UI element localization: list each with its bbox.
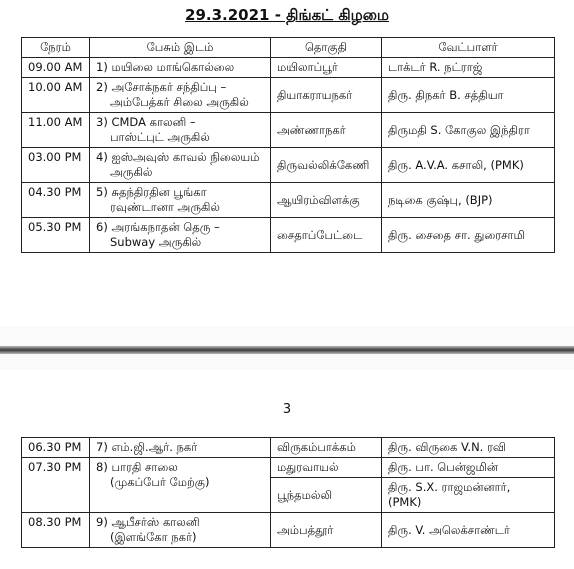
page-title: 29.3.2021 - திங்கட் கிழமை bbox=[185, 6, 389, 24]
candidate-cell: நடிகை குஷ்பு, (BJP) bbox=[382, 183, 555, 218]
place-line: அருகில் bbox=[110, 165, 153, 179]
constituency-cell: அம்பத்தூர் bbox=[271, 513, 382, 548]
place-cell bbox=[90, 78, 271, 113]
place-line: ரவுண்டானா அருகில் bbox=[110, 200, 220, 214]
place-line: அம்பேத்கர் சிலை அருகில் bbox=[110, 95, 249, 109]
place-line: பாஸ்ட்புட் அருகில் bbox=[110, 130, 210, 144]
time-cell: 04.30 PM bbox=[22, 183, 90, 218]
constituency-cell: மயிலாப்பூர் bbox=[271, 58, 382, 78]
table-row bbox=[22, 438, 555, 458]
constituency-cell: ஆயிரம்விளக்கு bbox=[271, 183, 382, 218]
constituency-cell: மதுரவாயல் bbox=[271, 458, 382, 478]
constituency-cell: பூந்தமல்லி bbox=[271, 478, 382, 513]
schedule-table-top bbox=[21, 37, 555, 253]
time-cell: 06.30 PM bbox=[22, 438, 90, 458]
place-cell bbox=[90, 113, 271, 148]
candidate-cell: திரு. விருகை V.N. ரவி bbox=[382, 438, 555, 458]
time-cell: 08.30 PM bbox=[22, 513, 90, 548]
place-line: 6) அரங்கநாதன் தெரு – bbox=[96, 220, 220, 234]
candidate-line: (PMK) bbox=[388, 495, 422, 509]
place-line: 2) அசோக்நகர் சந்திப்பு – bbox=[96, 80, 227, 94]
table-row bbox=[22, 78, 555, 113]
time-cell: 05.30 PM bbox=[22, 218, 90, 253]
table-row bbox=[22, 183, 555, 218]
constituency-cell: தியாகராயநகர் bbox=[271, 78, 382, 113]
table-row bbox=[22, 58, 555, 78]
place-line: 5) சுதந்திரதின பூங்கா bbox=[96, 185, 207, 199]
constituency-cell: விருகம்பாக்கம் bbox=[271, 438, 382, 458]
place-line: (முகப்பேர் மேற்கு) bbox=[110, 475, 210, 489]
constituency-cell: சைதாப்பேட்டை bbox=[271, 218, 382, 253]
candidate-cell: திரு. பா. பென்ஜமின் bbox=[382, 458, 555, 478]
place-line: 9) ஆபீசர்ஸ் காலனி bbox=[96, 515, 200, 529]
place-cell bbox=[90, 183, 271, 218]
place-cell bbox=[90, 513, 271, 548]
candidate-cell: திரு. A.V.A. கசாலி, (PMK) bbox=[382, 148, 555, 183]
time-cell: 07.30 PM bbox=[22, 458, 90, 513]
page-number: 3 bbox=[282, 402, 292, 417]
place-line: (இளங்கோ நகர்) bbox=[110, 530, 197, 544]
header-constituency: தொகுதி bbox=[271, 38, 382, 58]
place-line: Subway அருகில் bbox=[110, 235, 202, 249]
time-cell: 11.00 AM bbox=[22, 113, 90, 148]
place-line: 4) ஐஸ்அவுஸ் காவல் நிலையம் bbox=[96, 150, 260, 164]
candidate-cell bbox=[382, 478, 555, 513]
header-time: நேரம் bbox=[22, 38, 90, 58]
constituency-cell: திருவல்லிக்கேணி bbox=[271, 148, 382, 183]
place-line: 8) பாரதி சாலை bbox=[96, 460, 178, 474]
table-row bbox=[22, 148, 555, 183]
constituency-cell: அண்ணாநகர் bbox=[271, 113, 382, 148]
header-place: பேசும் இடம் bbox=[90, 38, 271, 58]
place-line: 7) எம்.ஜி.ஆர். நகர் bbox=[96, 440, 198, 454]
candidate-cell: திரு. சைதை சா. துரைசாமி bbox=[382, 218, 555, 253]
candidate-line: திரு. S.X. ராஜமன்னார், bbox=[388, 480, 511, 494]
place-cell bbox=[90, 218, 271, 253]
place-cell bbox=[90, 458, 271, 513]
place-line: 3) CMDA காலனி – bbox=[96, 115, 196, 129]
candidate-cell: டாக்டர் R. நட்ராஜ் bbox=[382, 58, 555, 78]
place-cell bbox=[90, 148, 271, 183]
header-row bbox=[22, 38, 555, 58]
table-row bbox=[22, 513, 555, 548]
time-cell: 10.00 AM bbox=[22, 78, 90, 113]
candidate-cell: திரு. திநகர் B. சத்தியா bbox=[382, 78, 555, 113]
time-cell: 03.00 PM bbox=[22, 148, 90, 183]
place-cell bbox=[90, 438, 271, 458]
place-cell bbox=[90, 58, 271, 78]
table-row bbox=[22, 458, 555, 478]
candidate-cell: திரு. V. அலெக்சாண்டர் bbox=[382, 513, 555, 548]
schedule-table-bottom bbox=[21, 437, 555, 548]
scan-divider bbox=[0, 346, 574, 354]
table-row bbox=[22, 218, 555, 253]
candidate-cell: திருமதி S. கோகுல இந்திரா bbox=[382, 113, 555, 148]
header-candidate: வேட்பாளர் bbox=[382, 38, 555, 58]
time-cell: 09.00 AM bbox=[22, 58, 90, 78]
place-line: 1) மயிலை மாங்கொல்லை bbox=[96, 60, 235, 74]
table-row bbox=[22, 113, 555, 148]
